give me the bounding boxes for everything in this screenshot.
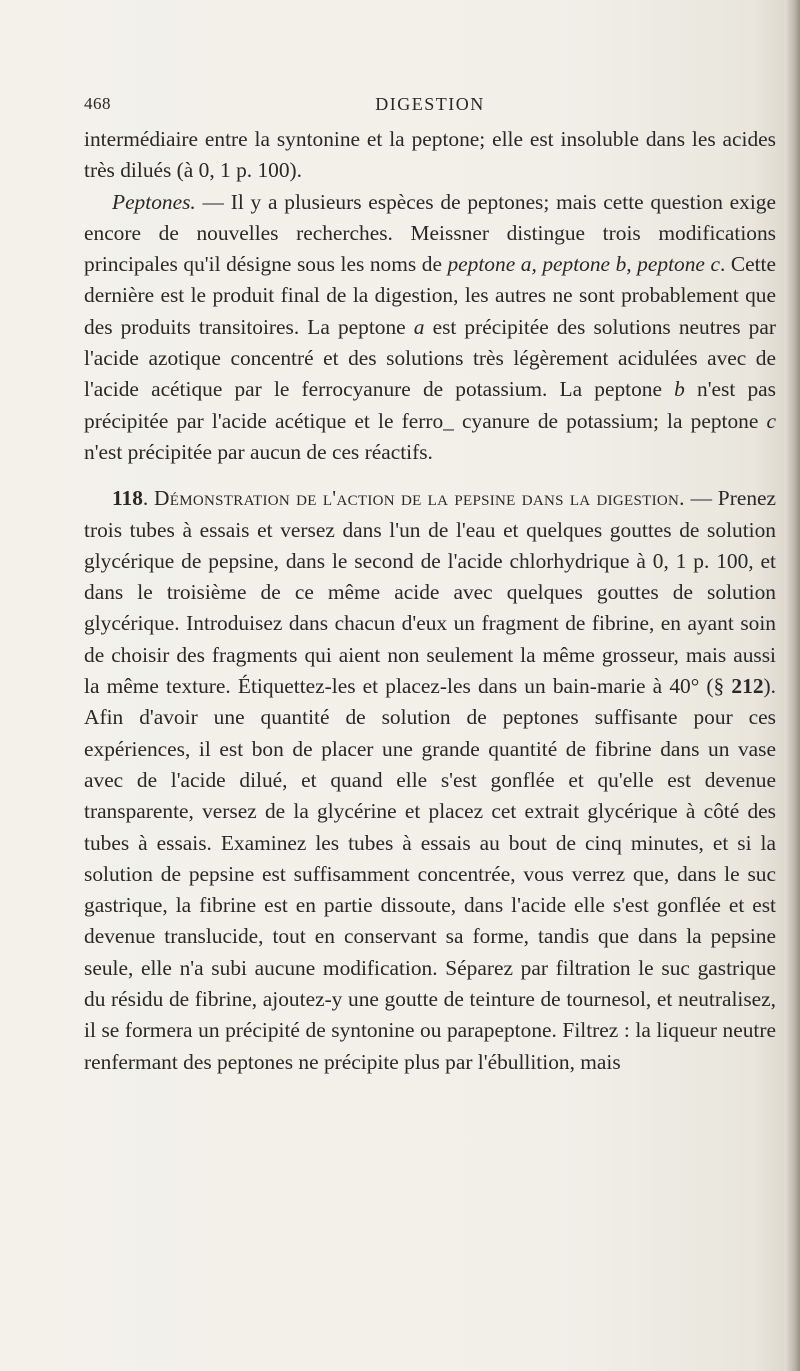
section-cross-reference: 212 xyxy=(731,674,764,699)
section-118 xyxy=(84,483,776,1078)
peptone-a-label: a xyxy=(413,314,425,339)
paragraph-text: n'est précipitée par aucun de ces réactifs. xyxy=(84,439,433,464)
peptone-c-label: c xyxy=(766,408,776,433)
page-edge-shadow xyxy=(786,0,800,1371)
paragraph-text: ). Afin d'avoir une quantité de solution de peptones suffisante pour ces expériences, il est bon de placer une grande quantité de fibrine dans un vase avec de l'acide dilué, et quand elle s'est gonflée et qu'elle est devenue transparente, versez de la glycérine et placez cet extrait glycérique à côté des tubes à essais. Examinez les tubes à essais au bout de cinq minutes, et si la solution de pepsine est suffisamment concentrée, vous verrez que, dans le suc gastrique, la fibrine est en partie dissoute, dans l'acide elle s'est gonflée et est devenue translucide, tout en conservant sa forme, tandis que dans la pepsine seule, elle n'a subi aucune modification. Séparez par filtration le suc gastrique du résidu de fibrine, ajoutez-y une goutte de teinture de tournesol, et neutralisez, il se formera un précipité de syntonine ou parapeptone. Filtrez : la liqueur neutre renfermant des peptones ne précipite plus par l'ébullition, mais xyxy=(84,674,776,1074)
paragraph-lead-peptones: Peptones. xyxy=(112,189,196,214)
body-text xyxy=(84,124,776,1078)
peptone-names: peptone a, peptone b, peptone c xyxy=(447,252,720,277)
running-head xyxy=(84,94,776,120)
paragraph-continuation: intermédiaire entre la syntonine et la peptone; elle est insoluble dans les acides très dilués (à 0, 1 p. 100). xyxy=(84,127,776,183)
paragraph-text: — Il y a plusieurs espèces de peptones; mais cette question exige encore de nouvelles recherches. Meissner distingue trois modifications principales qu'il désigne sous les noms de xyxy=(84,189,776,277)
page-number: 468 xyxy=(84,94,111,113)
paragraph-text: . Cette dernière est le produit final de la digestion, les autres ne sont probablement que des produits transitoires. La peptone xyxy=(84,252,776,339)
running-title: DIGESTION xyxy=(375,94,485,114)
section-number-dot: . xyxy=(142,486,155,511)
paragraph-text: est précipitée des solutions neutres par l'acide azotique concentré et des solutions très légèrement acidulées avec de l'acide acétique par le ferrocyanure de potassium. La peptone xyxy=(84,314,776,402)
paragraph-text: n'est pas précipitée par l'acide acétique et le ferro_ cyanure de potassium; la peptone xyxy=(84,377,776,433)
paragraph-peptones xyxy=(84,187,776,469)
section-heading: Démonstration de l'action de la pepsine dans la digestion. xyxy=(154,486,685,511)
peptone-b-label: b xyxy=(674,377,685,402)
paragraph-text: — Prenez trois tubes à essais et versez dans l'un de l'eau et quelques gouttes de solution glycérique de pepsine, dans le second de l'acide chlorhydrique à 0, 1 p. 100, et dans le troisième de ce même acide avec quelques gouttes de solution glycérique. Introduisez dans chacun d'eux un fragment de fibrine, en ayant soin de choisir des fragments qui aient non seulement la même grosseur, mais aussi la même texture. Étiquettez-les et placez-les dans un bain-marie à 40° (§ xyxy=(84,486,776,699)
section-number: 118 xyxy=(112,486,143,511)
